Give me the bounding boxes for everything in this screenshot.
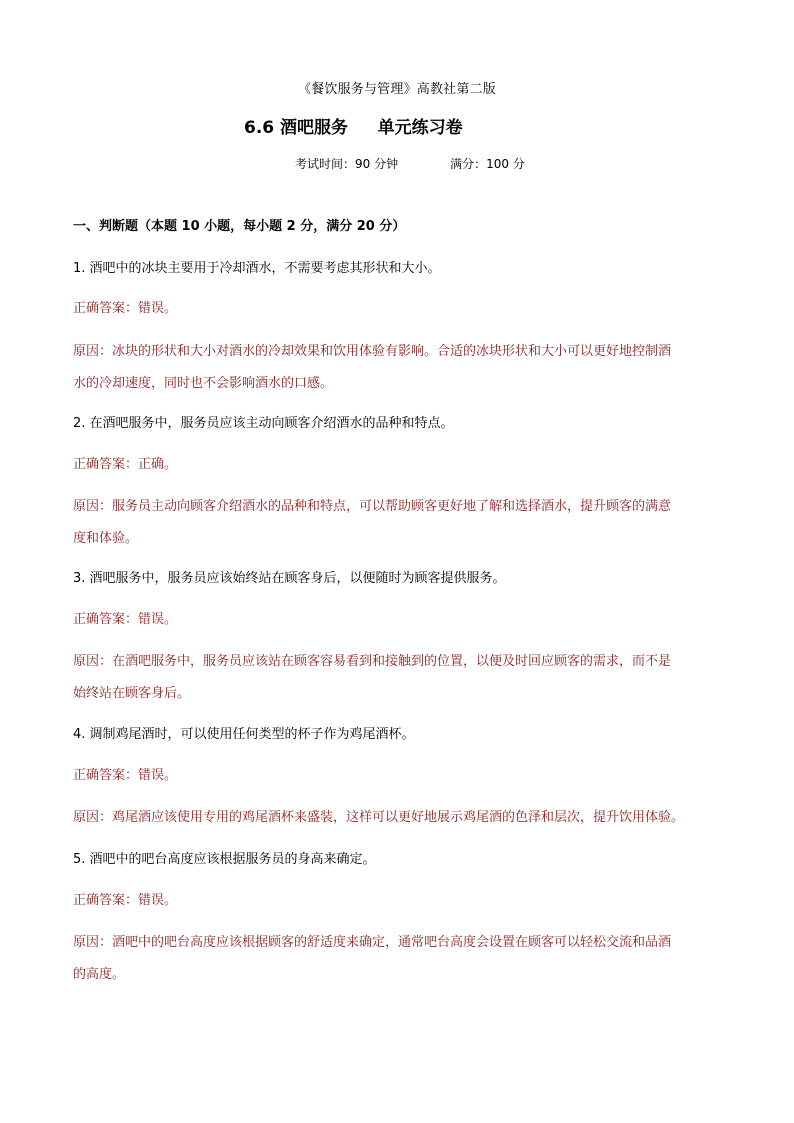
full-score: 满分：100 分 xyxy=(450,157,525,171)
question-1: 1. 酒吧中的冰块主要用于冷却酒水，不需要考虑其形状和大小。 xyxy=(73,261,441,276)
page-title: 6.6 酒吧服务 单元练习卷 xyxy=(244,118,463,138)
section-heading: 一、判断题（本题 10 小题，每小题 2 分，满分 20 分） xyxy=(73,219,406,234)
reason-5-line-2: 的高度。 xyxy=(73,967,126,982)
reason-3-line-2: 始终站在顾客身后。 xyxy=(73,686,191,701)
reason-1-line-1: 原因：冰块的形状和大小对酒水的冷却效果和饮用体验有影响。合适的冰块形状和大小可以更好地控制酒 xyxy=(73,344,672,359)
exam-time: 考试时间：90 分钟 xyxy=(295,157,399,171)
reason-4-line-1: 原因：鸡尾酒应该使用专用的鸡尾酒杯来盛装，这样可以更好地展示鸡尾酒的色泽和层次，提升饮用体验。 xyxy=(73,810,685,825)
question-4: 4. 调制鸡尾酒时，可以使用任何类型的杯子作为鸡尾酒杯。 xyxy=(73,727,415,742)
book-subtitle: 《餐饮服务与管理》高教社第二版 xyxy=(297,82,496,97)
answer-1: 正确答案：错误。 xyxy=(73,301,178,316)
answer-4: 正确答案：错误。 xyxy=(73,768,178,783)
reason-1-line-2: 水的冷却速度，同时也不会影响酒水的口感。 xyxy=(73,376,334,391)
reason-3-line-1: 原因：在酒吧服务中，服务员应该站在顾客容易看到和接触到的位置，以便及时回应顾客的需求，而不是 xyxy=(73,654,672,669)
answer-2: 正确答案：正确。 xyxy=(73,457,178,472)
exam-info xyxy=(295,154,525,174)
question-3: 3. 酒吧服务中，服务员应该始终站在顾客身后，以便随时为顾客提供服务。 xyxy=(73,571,506,586)
reason-2-line-1: 原因：服务员主动向顾客介绍酒水的品种和特点，可以帮助顾客更好地了解和选择酒水，提升顾客的满意 xyxy=(73,499,672,514)
question-2: 2. 在酒吧服务中，服务员应该主动向顾客介绍酒水的品种和特点。 xyxy=(73,416,454,431)
answer-3: 正确答案：错误。 xyxy=(73,612,178,627)
reason-2-line-2: 度和体验。 xyxy=(73,531,139,546)
question-5: 5. 酒吧中的吧台高度应该根据服务员的身高来确定。 xyxy=(73,852,376,867)
reason-5-line-1: 原因：酒吧中的吧台高度应该根据顾客的舒适度来确定，通常吧台高度会设置在顾客可以轻松交流和品酒 xyxy=(73,935,672,950)
answer-5: 正确答案：错误。 xyxy=(73,893,178,908)
